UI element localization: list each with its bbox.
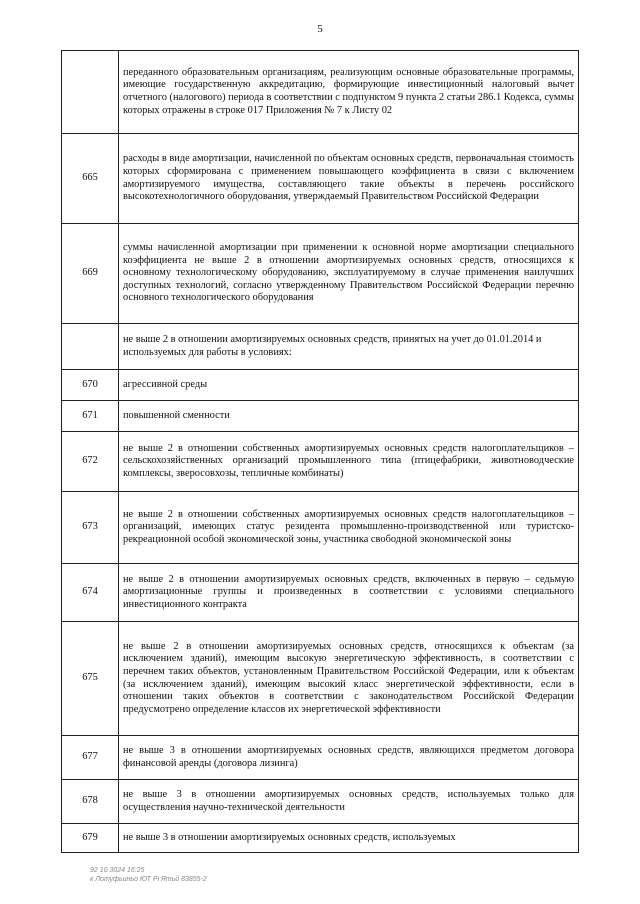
row-code: 669 [62,224,119,324]
row-description: не выше 2 в отношении амортизируемых основных средств, относящихся к объектам (за исключением зданий), имеющим высокую энергетическую эффективность, в соответствии с перечнем таких объектов, установленным Правительством Российской Федерации, или к объектам (за исключением зданий), имеющим высокий класс энергетической эффективности, если в отношении таких объектов в соответствии с законодательством Российской Федерации предусмотрено определение классов их энергетической эффективности [119,622,579,736]
table-row [62,492,579,564]
table-row [62,780,579,824]
table-row [62,432,579,492]
table-row [62,324,579,370]
table-row [62,401,579,432]
row-description: суммы начисленной амортизации при применении к основной норме амортизации специального коэффициента не выше 2 в отношении амортизируемых основных средств, относящихся к основному технологическому оборудованию, эксплуатируемому в случае применения наилучших доступных технологий, согласно утвержденному Правительством Российской Федерации перечню основного технологического оборудования [119,224,579,324]
table-row [62,224,579,324]
row-description: не выше 2 в отношении амортизируемых основных средств, включенных в первую – седьмую амортизационные группы и произведенных в соответствии с условиями специального инвестиционного контракта [119,564,579,622]
footer-stamp-line: 92 10 3024 16:25 [90,867,145,874]
row-code: 678 [62,780,119,824]
row-description: не выше 3 в отношении амортизируемых основных средств, являющихся предметом договора финансовой аренды (договора лизинга) [119,736,579,780]
line-codes-table [61,50,579,853]
table-row [62,51,579,134]
row-code [62,324,119,370]
row-description: не выше 2 в отношении собственных амортизируемых основных средств налогоплательщиков – сельскохозяйственных организаций промышленного типа (птицефабрики, животноводческие комплексы, зверосовхозы, тепличные комбинаты) [119,432,579,492]
table-row [62,134,579,224]
row-code: 679 [62,824,119,853]
row-code [62,51,119,134]
row-code: 670 [62,370,119,401]
row-code: 674 [62,564,119,622]
table-row [62,622,579,736]
table-row [62,736,579,780]
row-code: 671 [62,401,119,432]
page-number: 5 [317,23,323,35]
row-description: не выше 2 в отношении собственных амортизируемых основных средств налогоплательщиков – организаций, имеющих статус резидента промышленно-производственной или туристско-рекреационной особой экономической зоны, участника свободной экономической зоны [119,492,579,564]
table-row [62,824,579,853]
row-description: расходы в виде амортизации, начисленной по объектам основных средств, первоначальная стоимость которых сформирована с применением повышающего коэффициента в связи с включением амортизируемого имущества, составляющего такие объекты в перечень российского высокотехнологичного оборудования, утверждаемый Правительством Российской Федерации [119,134,579,224]
row-description: переданного образовательным организациям, реализующим основные образовательные программы, имеющие государственную аккредитацию, формирующие инвестиционный налоговый вычет отчетного (налогового) периода в соответствии с подпунктом 9 пункта 2 статьи 286.1 Кодекса, суммы которых отражены в строке 017 Приложения № 7 к Листу 02 [119,51,579,134]
row-description: не выше 2 в отношении амортизируемых основных средств, принятых на учет до 01.01.2014 и используемых для работы в условиях: [119,324,579,370]
table-row [62,564,579,622]
row-code: 665 [62,134,119,224]
row-description: повышенной сменности [119,401,579,432]
table-row [62,370,579,401]
footer-stamp-line: к Лотуфьиньо ЮТ Рі Ятьй 83855-2 [90,876,207,883]
row-code: 677 [62,736,119,780]
row-description: не выше 3 в отношении амортизируемых основных средств, используемых [119,824,579,853]
row-code: 672 [62,432,119,492]
row-description: не выше 3 в отношении амортизируемых основных средств, используемых только для осуществления научно-технической деятельности [119,780,579,824]
row-description: агрессивной среды [119,370,579,401]
row-code: 675 [62,622,119,736]
row-code: 673 [62,492,119,564]
footer-stamp [90,866,207,884]
